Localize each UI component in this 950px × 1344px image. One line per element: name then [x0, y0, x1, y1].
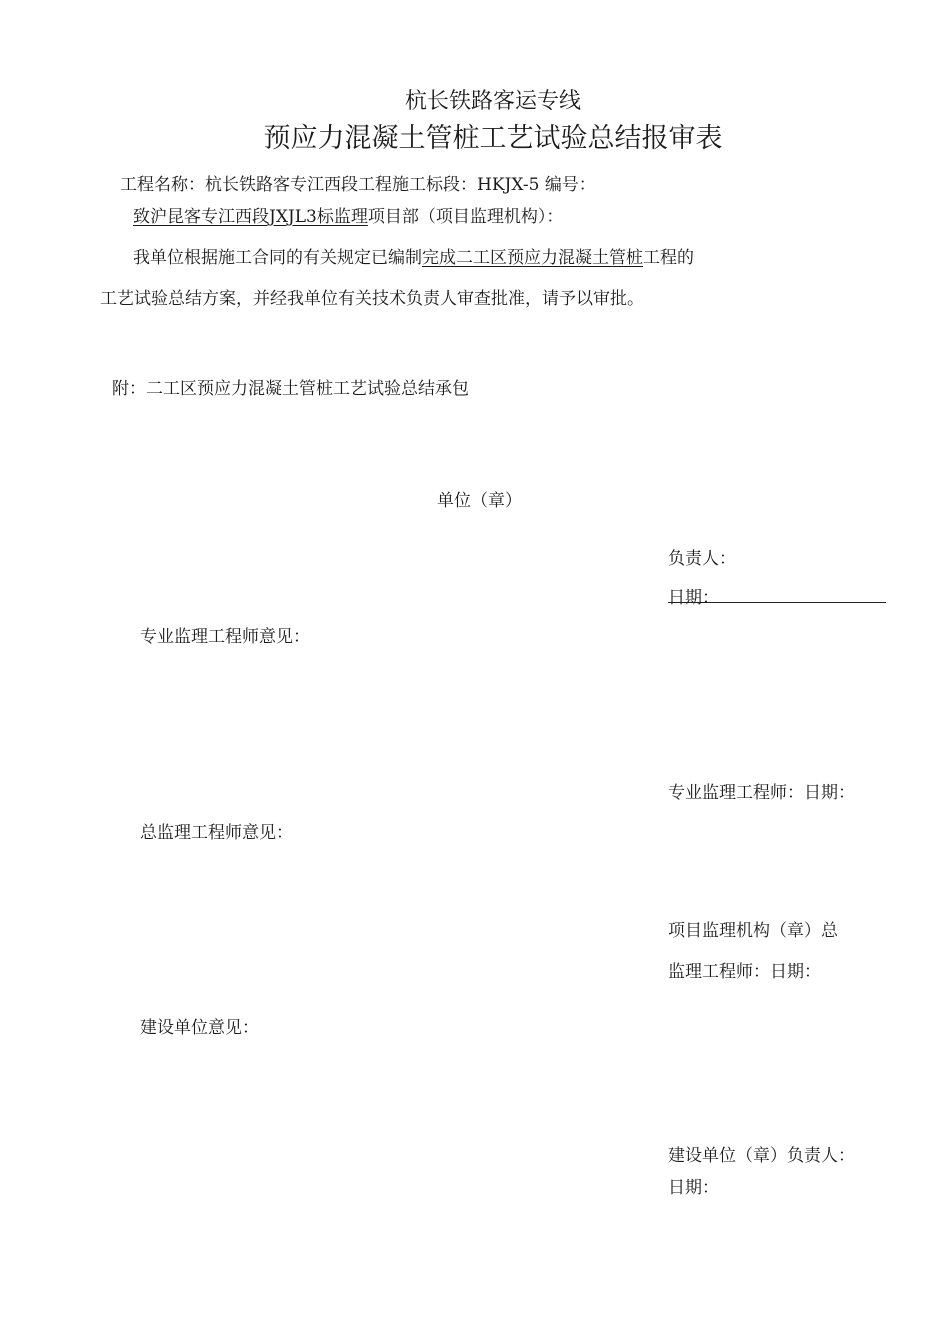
body-text-end: 工程的	[643, 248, 694, 268]
body-paragraph-line2: 工艺试验总结方案，并经我单位有关技术负责人审查批准，请予以审批。	[100, 289, 644, 309]
specialist-signature-label: 专业监理工程师：日期：	[668, 783, 855, 803]
specialist-opinion-label: 专业监理工程师意见：	[140, 627, 310, 647]
owner-signature-line1: 建设单位（章）负责人：	[668, 1146, 855, 1166]
section-code: HKJX-5	[477, 175, 540, 195]
number-label: 编号：	[544, 175, 596, 195]
body-paragraph-line1	[133, 243, 694, 268]
date-underline	[668, 602, 886, 603]
attachment-line: 附：二工区预应力混凝土管桩工艺试验总结承包	[112, 379, 469, 399]
body-underlined-text: 完成二工区预应力混凝土管桩	[422, 248, 643, 268]
chief-signature-line1: 项目监理机构（章）总	[668, 921, 838, 941]
responsible-label: 负责人：	[668, 549, 736, 569]
document-title-line1: 杭长铁路客运专线	[404, 89, 581, 114]
body-text: 我单位根据施工合同的有关规定已编制	[133, 248, 422, 268]
addressee-underlined: 致沪昆客专江西段JXJL3标监理	[133, 207, 368, 227]
section-label: 标段：	[426, 175, 477, 195]
owner-date-label: 日期：	[668, 1178, 719, 1198]
document-title-line2: 预应力混凝土管桩工艺试验总结报审表	[263, 123, 723, 154]
contractor-date-label: 日期：	[668, 588, 719, 608]
chief-signature-line2: 监理工程师：日期：	[668, 962, 821, 982]
owner-opinion-label: 建设单位意见：	[140, 1018, 259, 1038]
addressee-rest: 项目部（项目监理机构）：	[367, 207, 564, 227]
chief-opinion-label: 总监理工程师意见：	[140, 823, 293, 843]
addressee-line	[133, 202, 563, 227]
unit-seal-label: 单位（章）	[437, 491, 522, 511]
project-name-label: 工程名称：	[120, 175, 205, 195]
project-info-line	[120, 170, 596, 195]
project-name: 杭长铁路客专江西段工程施工	[205, 175, 426, 195]
